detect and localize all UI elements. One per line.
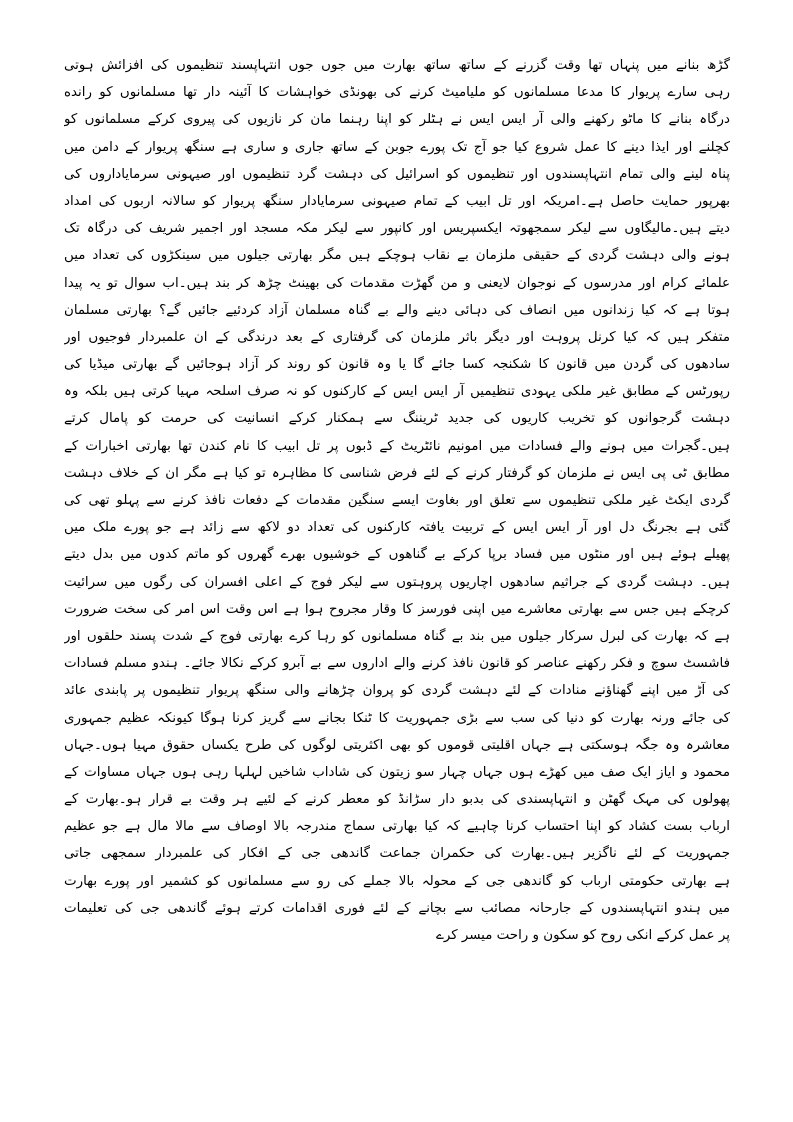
text-line: درگاہ بنانے کا ماٹو رکھنے والی آر ایس ایس نے ہٹلر کو اپنا رہنما مان کر نازیوں کی پیروی کرکے مسلمانوں کو	[64, 112, 730, 128]
text-line: میں ہندو انتہاپسندوں کے جارحانہ مصائب سے بچانے کے لئے فوری اقدامات کرتے ہوئے گاندھی جی کی تعلیمات	[64, 900, 730, 916]
text-line: دہشت گرجوانوں کو تخریب کاریوں کی جدید ٹریننگ سے ہمکنار کرکے انسانیت کی حرمت کو پامال کرتے	[64, 411, 730, 427]
text-line: پھولوں کی مہک گھٹن و انتہاپسندی کی بدبو دار سڑانڈ کو معطر کرنے کے لئیے ہر وقت بے قرار ہو۔بھارت کے	[64, 792, 730, 808]
text-line: متفکر ہیں کہ کیا کرنل پروہت اور دیگر باثر ملزمان کی گرفتاری کے بعد درندگی کے ان علمبردار فوجیوں اور	[64, 329, 730, 345]
text-line: دیتے ہیں۔مالیگاوں سے لیکر سمجھوتہ ایکسپریس اور کانپور سے لیکر مکہ مسجد اور اجمیر شریف کی درگاہ تک	[64, 221, 730, 237]
text-line: کی جائے ورنہ بھارت کو دنیا کی سب سے بڑی جمہوریت کا ٹنکا بجانے سے گریز کرنا ہوگا کیونکہ عظیم جمہوری	[64, 710, 730, 726]
text-line: ہونے والی دہشت گردی کے حقیقی ملزمان بے نقاب ہوچکے ہیں مگر بھارتی جیلوں میں سینکڑوں کی تعداد میں	[64, 248, 730, 264]
text-line: گردی ایکٹ غیر ملکی تنظیموں سے تعلق اور بغاوت ایسے سنگین مقدمات کے دفعات نافذ کرنے سے پہلو تھی کی	[64, 493, 730, 508]
text-line: پناہ لینے والی تمام انتہاپسندوں اور تنظیموں کو اسرائیل کی دہشت گرد تنظیموں اور صیہونی سرمایاداروں کی	[64, 166, 730, 182]
text-line-last: پر عمل کرکے انکی روح کو سکون و راحت میسر کرے	[435, 928, 730, 943]
urdu-article-body	[64, 52, 730, 949]
text-line: ارباب بست کشاد کو اپنا احتساب کرنا چاہیے کہ کیا بھارتی سماج مندرجہ بالا اوصاف سے مالا مال ہے جو عظیم	[64, 819, 730, 835]
text-line: علمائے کرام اور مدرسوں کے نوجوان لایعنی و من گھڑت مقدمات کی بھینٹ چڑھ کر بند ہیں۔اب سوال تو یہ پیدا	[64, 275, 730, 291]
text-line: کرچکے ہیں جس سے بھارتی معاشرے میں اپنی فورسز کا وقار مجروح ہوا ہے اس وقت اس امر کی سخت ضرورت	[64, 601, 730, 617]
text-line: ہوتا ہے کہ کیا زندانوں میں انصاف کی دہائی دینے والے بے گناہ مسلمان آزاد کردئیے جائیں گے؟ بھارتی مسلمان	[64, 302, 730, 318]
text-line: بھرپور حمایت حاصل ہے۔امریکہ اور تل ابیب کے تمام صیہونی سرمایادار سنگھ پریوار کو سالانہ اربوں کی امداد	[64, 193, 730, 209]
text-line: گئی ہے بجرنگ دل اور آر ایس ایس کے تربیت یافتہ کارکنوں کی تعداد دو لاکھ سے زائد ہے جو پورے ملک میں	[64, 520, 730, 536]
text-line: سادھوں کی گردن میں قانون کا شکنجہ کسا جائے گا یا وہ قانون کو روند کر آزاد ہوجائیں گے بھارتی میڈیا کی	[64, 357, 730, 373]
text-line: کچلنے اور ایذا دینے کا عمل شروع کیا جو آج تک پورے جوبن کے ساتھ جاری و ساری ہے سنگھ پریوار کے دامن میں	[64, 139, 730, 155]
text-line: ہیں۔گجرات میں ہونے والے فسادات میں امونیم نائٹریٹ کے ڈبوں پر تل ابیب کا نام کندن تھا بھارتی اخبارات کے	[64, 438, 730, 454]
text-line: معاشرہ وہ جگہ ہوسکتی ہے جہاں اقلیتی قوموں کو بھی اکثریتی لوگوں کی طرح یکساں حقوق مہیا ہوں۔جہاں	[64, 737, 730, 753]
text-line: رپورٹس کے مطابق غیر ملکی یہودی تنظیمیں آر ایس ایس کے کارکنوں کو نہ صرف اسلحہ مہیا کرتی ہیں بلکہ وہ	[64, 384, 730, 400]
text-line: جمہوریت کے لئے ناگزیر ہیں۔بھارت کی حکمران جماعت گاندھی جی کے افکار کی علمبردار سمجھی جاتی	[64, 846, 730, 862]
text-line: پھیلے ہوئے ہیں اور منٹوں میں فساد برپا کرکے بے گناھوں کے خوشیوں بھرے گھروں کو ماتم کدوں میں بدل دیتے	[64, 547, 730, 563]
text-line: گڑھ بنانے میں پنہاں تھا وقت گزرنے کے ساتھ ساتھ بھارت میں جوں جوں انتہاپسند تنظیموں کی افزائش ہوتی	[64, 58, 730, 73]
text-line: ہیں۔ دہشت گردی کے جراثیم سادھوں اچاریوں پروہتوں سے لیکر فوج کے اعلی افسران کی رگوں میں سرائیت	[64, 574, 730, 590]
text-line: ہے کہ بھارت کی لبرل سرکار جیلوں میں بند بے گناہ مسلمانوں کو رہا کرے بھارتی فوج کے شدت پسند حلقوں اور	[64, 628, 730, 644]
text-line: کی آڑ میں اپنے گھناؤنے منادات کے لئے دہشت گردی کو پروان چڑھانے والی سنگھ پریوار تنظیموں پر پابندی عائد	[64, 683, 730, 699]
text-line: محمود و ایاز ایک صف میں کھڑے ہوں جہاں چہار سو زیتون کی شاداب شاخیں لہلہا رہی ہوں جہاں مساوات کے	[64, 764, 730, 780]
text-line: رہی سارے پریوار کا مدعا مسلمانوں کو ملیامیٹ کرنے کی بھونڈی خواہشات کا آئینہ دار تھا مسلمانوں کو رانده	[64, 85, 730, 101]
text-line: ہے بھارتی حکومتی ارباب کو گاندھی جی کے محولہ بالا جملے کی رو سے مسلمانوں کو کشمیر اور پورے بھارت	[64, 873, 730, 889]
text-line: مطابق ٹی پی ایس نے ملزمان کو گرفتار کرنے کے لئے فرض شناسی کا مظاہرہ تو کیا ہے مگر ان کے خلاف دہشت	[64, 465, 730, 481]
text-line: فاشسٹ سوچ و فکر رکھنے عناصر کو قانون نافذ کرنے والے اداروں سے بے آبرو کرکے نکالا جائے۔ ہندو مسلم فسادات	[64, 656, 730, 672]
